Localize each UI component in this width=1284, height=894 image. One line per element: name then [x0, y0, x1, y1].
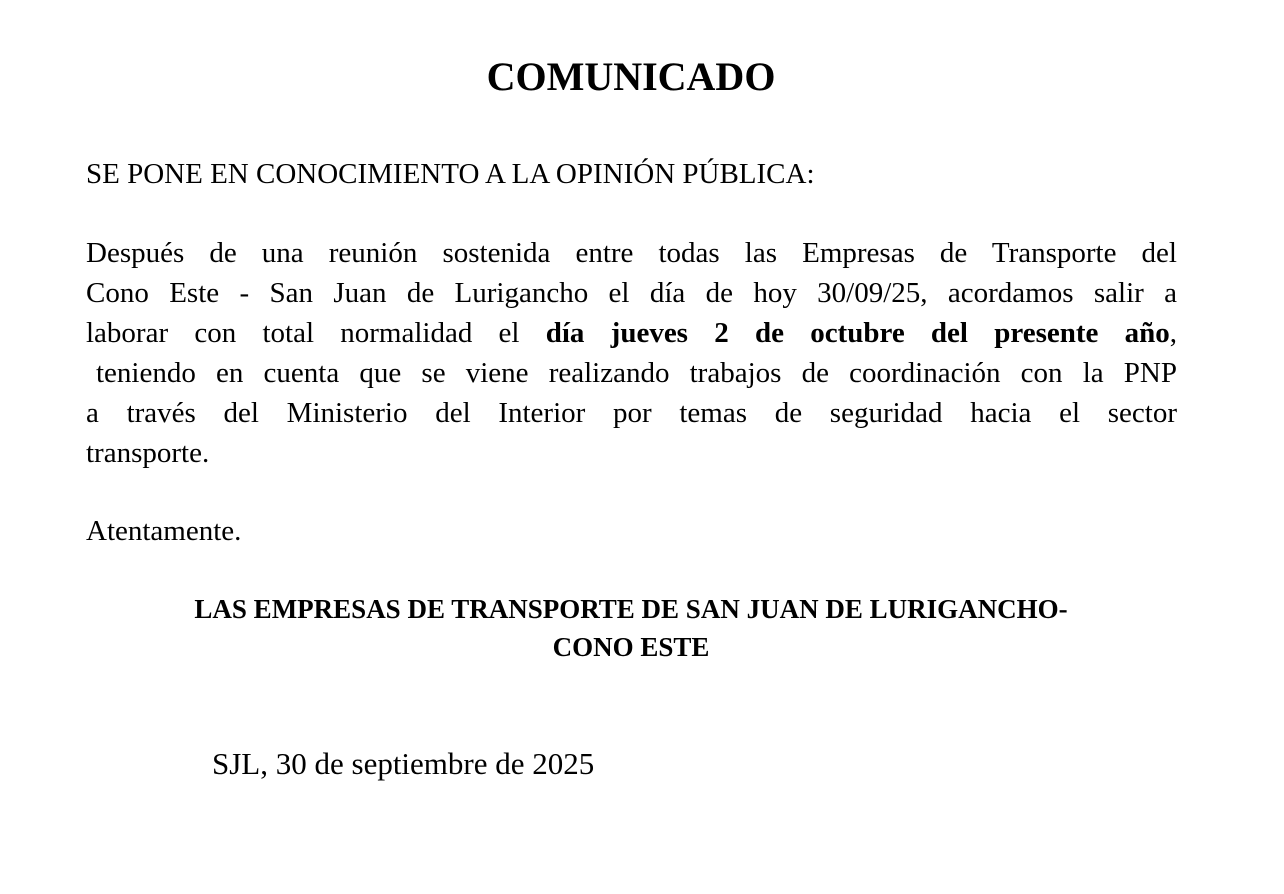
signature-line-2: CONO ESTE	[552, 632, 710, 662]
place-date: SJL, 30 de septiembre de 2025	[212, 746, 595, 781]
body-line-2: Cono Este - San Juan de Lurigancho el día de hoy 30/09/25, acordamos salir a	[86, 277, 1177, 309]
highlighted-date: día jueves 2 de octubre del presente año	[545, 317, 1170, 349]
body-paragraph	[86, 233, 1177, 473]
body-line-3-prefix: laborar con total normalidad el	[86, 317, 546, 349]
body-line-3-suffix: ,	[1169, 317, 1178, 349]
body-line-1: Después de una reunión sostenida entre todas las Empresas de Transporte del	[86, 237, 1177, 269]
signature-block	[100, 590, 1162, 666]
body-line-3	[86, 313, 1177, 353]
body-line-5: a través del Ministerio del Interior por temas de seguridad hacia el sector	[86, 397, 1177, 429]
closing-salutation: Atentamente.	[86, 515, 242, 547]
body-line-4: teniendo en cuenta que se viene realizando trabajos de coordinación con la PNP	[96, 357, 1177, 389]
intro-statement: SE PONE EN CONOCIMIENTO A LA OPINIÓN PÚBLICA:	[86, 158, 815, 190]
document-title: COMUNICADO	[486, 54, 776, 99]
signature-line-1: LAS EMPRESAS DE TRANSPORTE DE SAN JUAN DE LURIGANCHO-	[194, 594, 1068, 624]
body-line-6: transporte.	[86, 437, 210, 469]
